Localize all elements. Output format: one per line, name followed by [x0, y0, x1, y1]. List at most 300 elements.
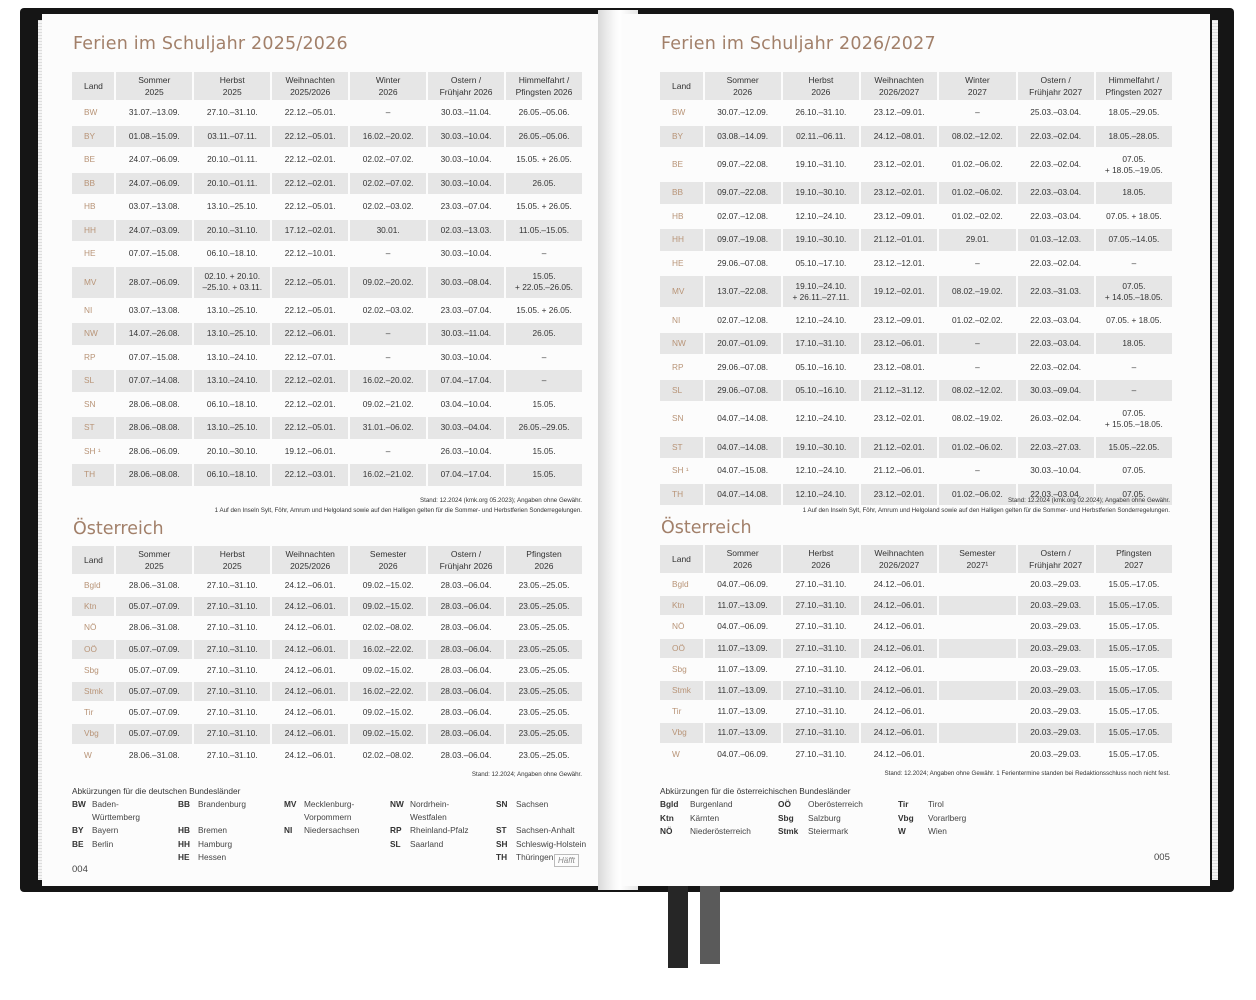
date-range: 22.03.–03.04.: [1018, 182, 1094, 204]
date-range: 04.07.–14.08.: [705, 437, 781, 459]
date-range: –: [350, 323, 426, 345]
date-range: 07.05. + 18.05.: [1106, 314, 1162, 325]
date-range: 13.07.–22.08.: [705, 276, 781, 307]
column-header: Ostern / Frühjahr 2027: [1018, 545, 1094, 573]
abbr-title: Abkürzungen für die österreichischen Bundesländer: [660, 786, 851, 796]
abbr-name: Mecklenburg- Vorpommern: [304, 799, 355, 822]
state-code: BB: [660, 182, 703, 204]
state-code: Ktn: [660, 596, 703, 615]
date-range: 20.03.–29.03.: [1030, 748, 1081, 759]
date-range: 24.12.–06.01.: [284, 580, 336, 591]
date-range: 24.12.–06.01.: [272, 682, 348, 701]
date-range: –: [939, 333, 1015, 355]
date-range: 23.05.–25.05.: [518, 749, 570, 760]
abbr-name: Sachsen-Anhalt: [516, 825, 575, 835]
date-range: 05.07.–07.09.: [116, 724, 192, 743]
footnote-stand: Stand: 12.2024 (kmk.org 02.2024); Angaben ohne Gewähr.: [1007, 497, 1170, 504]
date-range: 20.10.–31.10.: [194, 220, 270, 242]
date-range: 28.03.–06.04.: [428, 597, 504, 616]
date-range: –: [385, 107, 391, 118]
date-range: 27.10.–31.10.: [795, 748, 847, 759]
date-range: 03.07.–13.08.: [128, 201, 180, 212]
date-range: 27.10.–31.10.: [795, 579, 847, 590]
date-range: 21.12.–02.01.: [861, 437, 937, 459]
table-row: [72, 267, 582, 298]
date-range: 15.05. + 22.05.–26.05.: [506, 267, 582, 298]
table-row: [72, 441, 582, 463]
abbr-name: Niedersachsen: [304, 825, 360, 835]
table-row: [660, 309, 1172, 331]
state-code: NÖ: [84, 622, 97, 633]
bookmark-ribbon[interactable]: [700, 886, 720, 964]
date-range: 30.07.–12.09.: [717, 107, 768, 118]
date-range: 20.07.–01.09.: [705, 333, 781, 355]
date-range: 27.10.–31.10.: [783, 723, 859, 742]
date-range: 24.12.–06.01.: [873, 706, 925, 717]
date-range: 06.10.–18.10.: [206, 248, 258, 259]
date-range: 09.02.–15.02.: [362, 580, 414, 591]
date-range: 20.03.–29.03.: [1018, 596, 1094, 615]
date-range: 22.03.–03.04.: [1030, 210, 1081, 221]
abbr-code: SH: [496, 838, 508, 849]
state-code: W: [84, 749, 92, 760]
table-row: [72, 417, 582, 439]
date-range: 22.12.–06.01.: [272, 323, 348, 345]
abbr-code: [390, 851, 406, 864]
date-range: 05.07.–07.09.: [116, 640, 192, 659]
column-header: Sommer 2025: [116, 72, 192, 100]
table-row: [660, 276, 1172, 307]
date-range: 07.05. + 18.05.: [1106, 210, 1162, 221]
date-range: 02.02.–07.02.: [362, 154, 414, 165]
date-range: 22.12.–05.01.: [272, 267, 348, 298]
date-range: 02.07.–12.08.: [717, 210, 768, 221]
austria-title: Österreich: [73, 519, 164, 539]
date-range: 09.02.–15.02.: [350, 724, 426, 743]
date-range: 03.08.–14.09.: [705, 126, 781, 148]
date-range: 22.03.–02.04.: [1030, 159, 1081, 170]
abbr-title: Abkürzungen für die deutschen Bundesländer: [72, 786, 241, 796]
state-code: TH: [72, 464, 114, 486]
date-range: 26.05.: [506, 173, 582, 195]
date-range: 21.12.–01.01.: [861, 229, 937, 251]
date-range: 30.01.: [350, 220, 426, 242]
state-code: BE: [84, 154, 96, 165]
date-range: 27.10.–31.10.: [194, 682, 270, 701]
date-range: 20.10.–30.10.: [206, 445, 258, 456]
date-range: 02.11.–06.11.: [783, 126, 859, 148]
state-code: SL: [72, 370, 114, 392]
state-code: Sbg: [672, 663, 687, 674]
date-range: 27.10.–31.10.: [795, 663, 847, 674]
date-range: 28.03.–06.04.: [428, 682, 504, 701]
date-range: 22.03.–03.04.: [1018, 333, 1094, 355]
abbr-code: TH: [496, 852, 508, 862]
date-range: 11.07.–13.09.: [717, 706, 768, 717]
date-range: 13.10.–24.10.: [206, 351, 258, 362]
date-range: 07.07.–14.08.: [116, 370, 192, 392]
date-range: 11.05.–15.05.: [506, 220, 582, 242]
date-range: 23.05.–25.05.: [506, 597, 582, 616]
date-range: 02.10. + 20.10. –25.10. + 03.11.: [194, 267, 270, 298]
date-range: 13.10.–25.10.: [206, 201, 258, 212]
date-range: 01.02.–06.02.: [939, 484, 1015, 506]
date-range: 29.06.–07.08.: [717, 361, 768, 372]
table-row: [72, 347, 582, 369]
table-row: [72, 576, 582, 595]
state-code: RP: [84, 351, 96, 362]
date-range: 14.07.–26.08.: [116, 323, 192, 345]
date-range: 23.03.–07.04.: [440, 201, 492, 212]
date-range: 21.12.–06.01.: [873, 465, 925, 476]
date-range: 27.10.–31.10.: [194, 640, 270, 659]
date-range: 28.03.–06.04.: [440, 580, 492, 591]
date-range: 02.07.–12.08.: [717, 314, 768, 325]
column-header-land: Land: [72, 546, 114, 574]
date-range: 22.12.–03.01.: [272, 464, 348, 486]
date-range: 27.10.–31.10.: [783, 681, 859, 700]
table-row: [660, 253, 1172, 275]
table-row: [72, 394, 582, 416]
date-range: 23.05.–25.05.: [518, 664, 570, 675]
column-header: Ostern / Frühjahr 2026: [428, 72, 504, 100]
date-range: –: [1131, 257, 1137, 268]
date-range: 28.03.–06.04.: [428, 640, 504, 659]
date-range: 22.03.–02.04.: [1030, 257, 1081, 268]
abbr-name: Oberösterreich: [808, 799, 863, 809]
date-range: 15.05. + 26.05.: [516, 154, 572, 165]
date-range: 12.10.–24.10.: [795, 413, 847, 424]
date-range: 24.12.–06.01.: [861, 596, 937, 615]
page-number: 005: [1154, 852, 1170, 863]
abbr-code: BW: [72, 799, 86, 809]
table-row: [660, 102, 1172, 124]
date-range: [939, 660, 1015, 679]
date-range: 07.05. + 14.05.–18.05.: [1096, 276, 1172, 307]
page-title: Ferien im Schuljahr 2026/2027: [661, 34, 936, 54]
column-header: Semester 2027¹: [939, 545, 1015, 573]
table-row: [660, 745, 1172, 764]
date-range: 03.04.–10.04.: [440, 398, 492, 409]
date-range: 15.05.: [532, 398, 556, 409]
date-range: –: [975, 361, 980, 372]
state-code: HE: [84, 248, 96, 259]
date-range: 15.05.–22.05.: [1096, 437, 1172, 459]
date-range: 19.10.–31.10.: [795, 159, 847, 170]
date-range: 15.05.–17.05.: [1096, 596, 1172, 615]
date-range: 31.01.–06.02.: [350, 417, 426, 439]
abbr-code: NW: [390, 799, 404, 809]
abbr-code: NÖ: [660, 826, 673, 836]
date-range: 02.02.–08.02.: [362, 622, 414, 633]
date-range: 07.07.–15.08.: [128, 248, 180, 259]
date-range: 15.05. + 26.05.: [516, 304, 572, 315]
date-range: 01.02.–06.02.: [952, 159, 1003, 170]
date-range: 05.07.–07.09.: [128, 707, 180, 718]
table-row: [72, 196, 582, 218]
state-code: NI: [672, 314, 681, 325]
state-code: BE: [672, 159, 684, 170]
date-range: 24.12.–06.01.: [284, 749, 336, 760]
table-row: [660, 460, 1172, 482]
abbreviation-legend: [660, 798, 1010, 838]
date-range: 23.12.–02.01.: [873, 413, 925, 424]
state-code: Sbg: [84, 664, 99, 675]
date-range: 19.10.–30.10.: [783, 437, 859, 459]
table-row: [72, 149, 582, 171]
abbr-name: Rheinland-Pfalz: [410, 825, 469, 835]
date-range: 28.06.–31.08.: [128, 749, 180, 760]
state-code: Bgld: [84, 580, 101, 591]
abbr-name: Berlin: [92, 838, 114, 849]
date-range: 26.05.–29.05.: [506, 417, 582, 439]
date-range: 12.10.–24.10.: [783, 484, 859, 506]
date-range: 16.02.–20.02.: [350, 370, 426, 392]
date-range: 20.03.–29.03.: [1030, 579, 1081, 590]
state-code: BY: [660, 126, 703, 148]
abbr-name: [304, 851, 386, 864]
state-code: BW: [672, 107, 686, 118]
date-range: 01.02.–02.02.: [952, 314, 1003, 325]
date-range: 27.10.–31.10.: [783, 596, 859, 615]
table-row: [660, 702, 1172, 721]
date-range: –: [975, 107, 980, 118]
column-header: Herbst 2025: [194, 72, 270, 100]
date-range: 22.12.–10.01.: [284, 248, 336, 259]
abbr-name: Burgenland: [690, 799, 733, 809]
column-header: Pfingsten 2027: [1096, 545, 1172, 573]
abbr-code: NI: [284, 825, 293, 835]
date-range: [939, 596, 1015, 615]
table-row: [72, 126, 582, 148]
abbr-code: HE: [178, 852, 190, 862]
date-range: 11.07.–13.09.: [705, 639, 781, 658]
abbr-name: Wien: [928, 826, 947, 836]
state-code: Ktn: [72, 597, 114, 616]
date-range: 24.12.–06.01.: [284, 707, 336, 718]
date-range: 03.07.–13.08.: [128, 304, 180, 315]
date-range: 24.12.–06.01.: [272, 724, 348, 743]
date-range: 05.10.–17.10.: [795, 257, 847, 268]
abbr-code: Sbg: [778, 812, 794, 823]
abbr-name: Sachsen: [516, 799, 549, 809]
date-range: 22.12.–05.01.: [284, 107, 336, 118]
date-range: 11.07.–13.09.: [705, 596, 781, 615]
date-range: –: [541, 351, 547, 362]
date-range: 04.07.–14.08.: [717, 413, 768, 424]
abbr-code: HH: [178, 838, 190, 849]
date-range: –: [975, 465, 980, 476]
date-range: 01.02.–02.02.: [952, 210, 1003, 221]
column-header: Weihnachten 2025/2026: [272, 72, 348, 100]
table-row: [72, 243, 582, 265]
date-range: 22.03.–27.03.: [1018, 437, 1094, 459]
date-range: [939, 617, 1015, 636]
abbreviation-legend: [72, 798, 587, 864]
page-edge-right: [1212, 20, 1218, 880]
date-range: 09.07.–22.08.: [705, 182, 781, 204]
date-range: 23.05.–25.05.: [506, 640, 582, 659]
state-code: Tir: [84, 707, 94, 718]
date-range: 15.05.–17.05.: [1108, 706, 1160, 717]
date-range: –: [541, 248, 547, 259]
date-range: 15.05.–17.05.: [1096, 723, 1172, 742]
date-range: 19.10.–24.10. + 26.11.–27.11.: [783, 276, 859, 307]
state-code: SH ¹: [672, 465, 689, 476]
date-range: 23.05.–25.05.: [518, 580, 570, 591]
date-range: 27.10.–31.10.: [206, 707, 258, 718]
date-range: 07.04.–17.04.: [428, 464, 504, 486]
date-range: 28.06.–06.09.: [128, 445, 180, 456]
date-range: 28.03.–06.04.: [440, 664, 492, 675]
date-range: 24.07.–06.09.: [128, 154, 180, 165]
state-code: MV: [72, 267, 114, 298]
date-range: 04.07.–06.09.: [717, 579, 768, 590]
page-number: 004: [72, 864, 88, 875]
date-range: 22.03.–02.04.: [1018, 126, 1094, 148]
column-header: Weihnachten 2025/2026: [272, 546, 348, 574]
date-range: 29.06.–07.08.: [705, 380, 781, 402]
table-row: [72, 173, 582, 195]
date-range: 23.03.–07.04.: [440, 304, 492, 315]
date-range: 04.07.–06.09.: [717, 748, 768, 759]
footnote-sh: 1 Auf den Inseln Sylt, Föhr, Amrum und Helgoland sowie auf den Halligen gelten für die Sommer- und Herbstferien Sonderregelungen.: [802, 507, 1170, 514]
abbr-code: [284, 838, 300, 851]
date-range: 28.07.–06.09.: [116, 267, 192, 298]
state-code: ST: [72, 417, 114, 439]
date-range: 07.05.: [1096, 484, 1172, 506]
table-row: [660, 660, 1172, 679]
date-range: 07.04.–17.04.: [428, 370, 504, 392]
abbr-code: SL: [390, 838, 401, 849]
date-range: 22.12.–05.01.: [272, 417, 348, 439]
abbr-name: Thüringen: [516, 852, 554, 862]
date-range: 19.12.–02.01.: [861, 276, 937, 307]
date-range: 28.06.–31.08.: [128, 580, 180, 591]
date-range: 09.02.–21.02.: [362, 398, 414, 409]
date-range: 16.02.–21.02.: [350, 464, 426, 486]
date-range: [939, 575, 1015, 594]
table-row: [660, 437, 1172, 459]
date-range: 13.10.–25.10.: [194, 323, 270, 345]
column-header: Winter 2026: [350, 72, 426, 100]
date-range: 27.10.–31.10.: [206, 580, 258, 591]
table-row: [72, 464, 582, 486]
abbr-code: ST: [496, 825, 507, 835]
date-range: 02.02.–03.02.: [362, 304, 414, 315]
date-range: 05.10.–16.10.: [795, 361, 847, 372]
date-range: 27.10.–31.10.: [206, 622, 258, 633]
date-range: 30.03.–10.04.: [1030, 465, 1081, 476]
date-range: 20.03.–29.03.: [1018, 681, 1094, 700]
date-range: 27.10.–31.10.: [795, 621, 847, 632]
date-range: 08.02.–19.02.: [952, 413, 1003, 424]
abbr-code: HB: [178, 825, 190, 835]
table-row: [660, 206, 1172, 228]
abbr-code: RP: [390, 825, 402, 835]
table-row: [72, 323, 582, 345]
date-range: 11.07.–13.09.: [705, 681, 781, 700]
column-header-land: Land: [660, 72, 703, 100]
date-range: 17.12.–02.01.: [272, 220, 348, 242]
date-range: 07.05. + 18.05.–19.05.: [1104, 153, 1163, 175]
date-range: 02.03.–13.03.: [428, 220, 504, 242]
date-range: 20.03.–29.03.: [1030, 706, 1081, 717]
date-range: 20.03.–29.03.: [1018, 723, 1094, 742]
abbr-code: Vbg: [898, 812, 914, 823]
column-header: Ostern / Frühjahr 2026: [428, 546, 504, 574]
date-range: 27.10.–31.10.: [795, 706, 847, 717]
table-row: [660, 149, 1172, 180]
date-range: 09.07.–19.08.: [705, 229, 781, 251]
date-range: 27.10.–31.10.: [194, 724, 270, 743]
abbr-name: Vorarlberg: [928, 812, 967, 823]
date-range: 19.10.–30.10.: [783, 182, 859, 204]
date-range: –: [385, 445, 391, 456]
date-range: 26.03.–02.04.: [1030, 413, 1081, 424]
date-range: 22.12.–05.01.: [284, 201, 336, 212]
publisher-logo: Häfft: [554, 854, 579, 867]
date-range: 28.06.–08.08.: [116, 417, 192, 439]
date-range: 07.05.–14.05.: [1096, 229, 1172, 251]
footnote-stand: Stand: 12.2024 (kmk.org 05.2023); Angaben ohne Gewähr.: [419, 497, 582, 504]
date-range: 12.10.–24.10.: [795, 465, 847, 476]
table-row: [72, 661, 582, 680]
date-range: 26.05.–05.06.: [506, 126, 582, 148]
state-code: NW: [72, 323, 114, 345]
date-range: 30.03.–11.04.: [440, 107, 492, 118]
date-range: 30.03.–11.04.: [428, 323, 504, 345]
abbr-name: Schleswig-Holstein: [516, 838, 587, 849]
abbr-code: MV: [284, 799, 297, 809]
date-range: 24.12.–06.01.: [873, 663, 925, 674]
state-code: SN: [84, 398, 96, 409]
bookmark-ribbon[interactable]: [668, 886, 688, 968]
table-row: [72, 724, 582, 743]
column-header: Herbst 2025: [194, 546, 270, 574]
date-range: 18.05.–28.05.: [1096, 126, 1172, 148]
date-range: 24.07.–03.09.: [116, 220, 192, 242]
state-code: BW: [84, 107, 98, 118]
state-code: Bgld: [672, 579, 689, 590]
austria-footnote: Stand: 12.2024; Angaben ohne Gewähr. 1 Ferientermine standen bei Redaktionsschluss noch nicht fest.: [884, 770, 1170, 777]
date-range: –: [1131, 361, 1137, 372]
date-range: 19.10.–30.10.: [783, 229, 859, 251]
abbr-name: Bremen: [198, 825, 228, 835]
date-range: 23.12.–02.01.: [861, 182, 937, 204]
date-range: 23.12.–08.01.: [873, 361, 925, 372]
date-range: [939, 702, 1015, 721]
state-code: MV: [660, 276, 703, 307]
date-range: 15.05.: [532, 445, 556, 456]
date-range: 03.11.–07.11.: [194, 126, 270, 148]
abbr-name: Saarland: [410, 838, 444, 849]
date-range: 16.02.–22.02.: [350, 640, 426, 659]
date-range: 28.03.–06.04.: [440, 707, 492, 718]
date-range: 23.05.–25.05.: [506, 724, 582, 743]
date-range: 09.02.–20.02.: [350, 267, 426, 298]
date-range: 22.12.–05.01.: [272, 126, 348, 148]
date-range: 15.05.–17.05.: [1108, 579, 1160, 590]
date-range: 27.10.–31.10.: [783, 639, 859, 658]
page-title: Ferien im Schuljahr 2025/2026: [73, 34, 348, 54]
date-range: 24.12.–06.01.: [861, 681, 937, 700]
date-range: 24.12.–06.01.: [272, 640, 348, 659]
abbr-name: Salzburg: [808, 812, 841, 823]
column-header: Weihnachten 2026/2027: [861, 72, 937, 100]
date-range: 05.07.–07.09.: [116, 597, 192, 616]
date-range: 28.06.–08.08.: [116, 464, 192, 486]
